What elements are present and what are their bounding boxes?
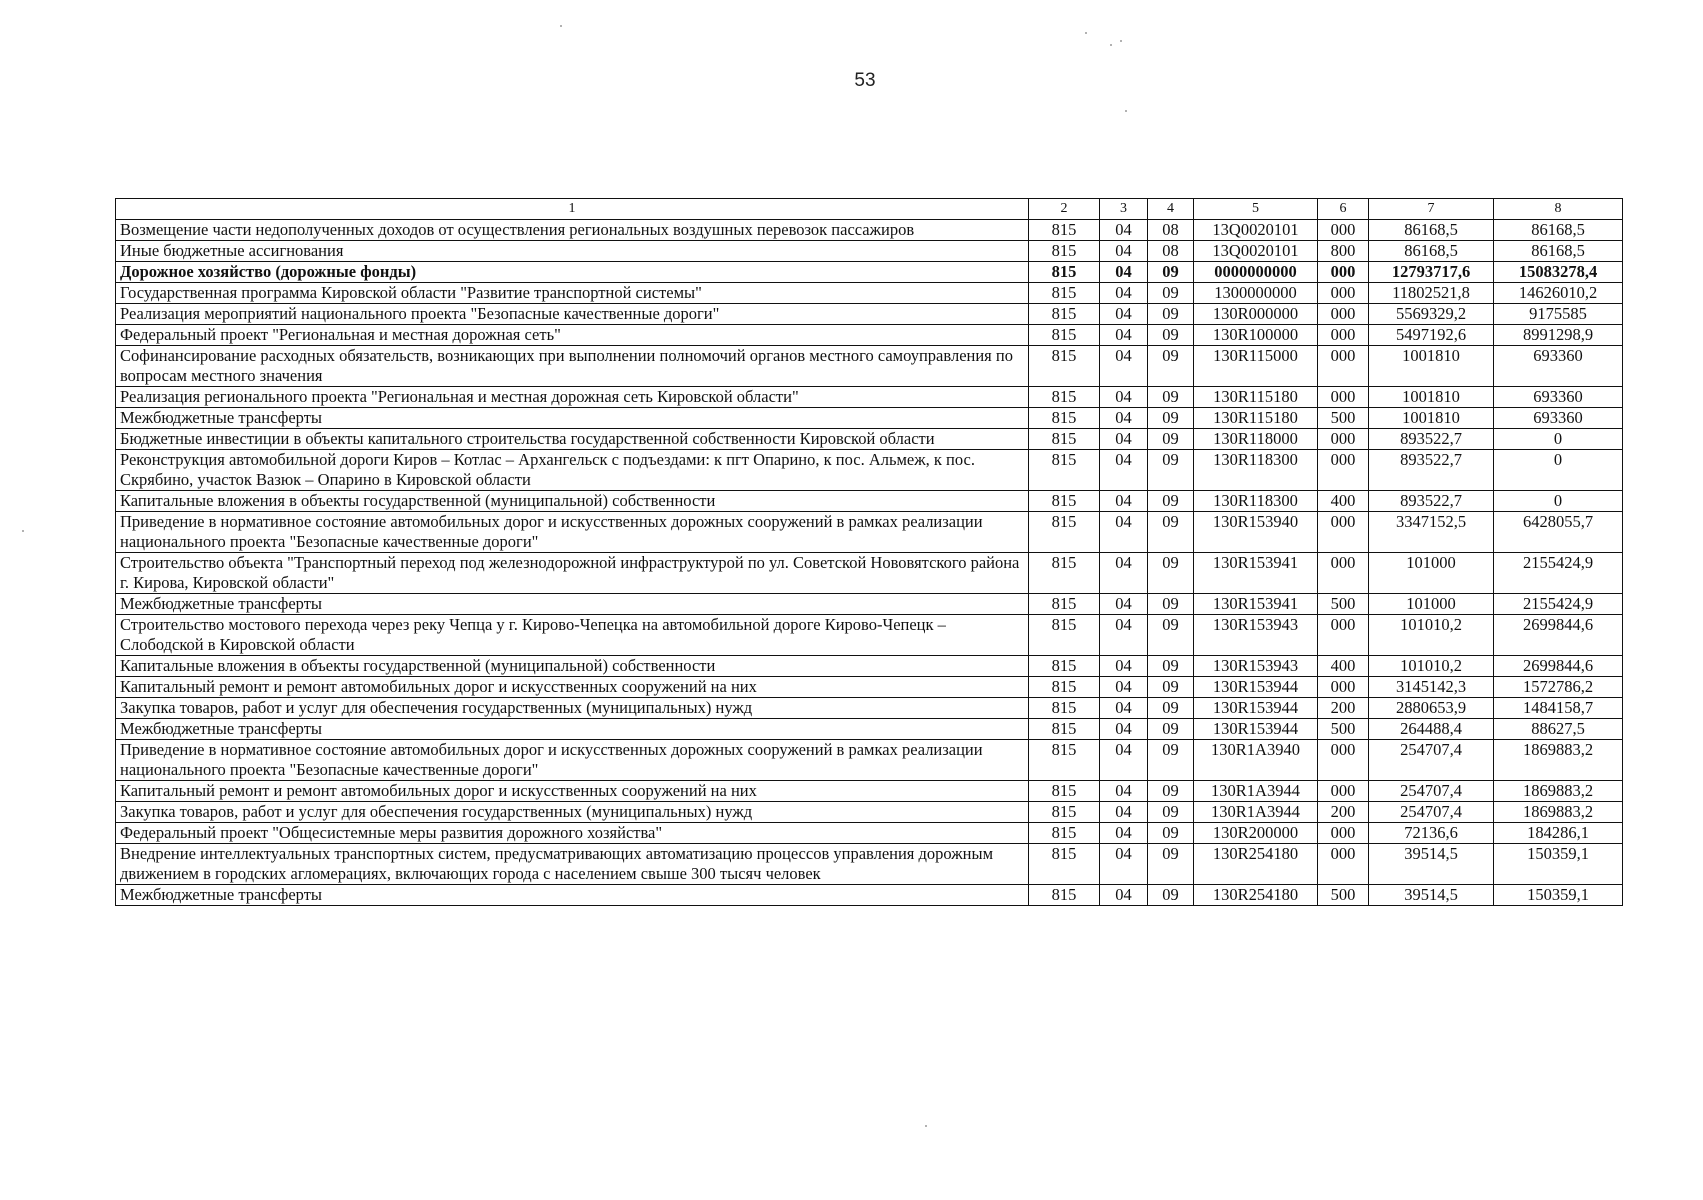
expense-type-code-cell: 000 — [1318, 220, 1369, 241]
section-code-cell: 04 — [1100, 698, 1148, 719]
subsection-code-cell: 09 — [1148, 656, 1194, 677]
amount-year-2-cell: 693360 — [1494, 408, 1623, 429]
expense-name-cell: Реализация мероприятий национального проекта "Безопасные качественные дороги" — [116, 304, 1029, 325]
table-row — [116, 220, 1623, 241]
amount-year-2-cell: 184286,1 — [1494, 823, 1623, 844]
table-row — [116, 512, 1623, 553]
table-row — [116, 740, 1623, 781]
amount-year-2-cell: 693360 — [1494, 387, 1623, 408]
table-row — [116, 325, 1623, 346]
expense-type-code-cell: 000 — [1318, 615, 1369, 656]
table-row — [116, 553, 1623, 594]
subsection-code-cell: 09 — [1148, 262, 1194, 283]
target-article-code-cell: 130R153941 — [1194, 553, 1318, 594]
column-header: 8 — [1494, 199, 1623, 220]
amount-year-1-cell: 893522,7 — [1369, 450, 1494, 491]
table-row — [116, 304, 1623, 325]
amount-year-2-cell: 9175585 — [1494, 304, 1623, 325]
amount-year-2-cell: 693360 — [1494, 346, 1623, 387]
table-row — [116, 656, 1623, 677]
scan-speck — [925, 1125, 927, 1127]
expense-name-cell: Капитальные вложения в объекты государственной (муниципальной) собственности — [116, 656, 1029, 677]
ministry-code-cell: 815 — [1029, 304, 1100, 325]
amount-year-2-cell: 0 — [1494, 491, 1623, 512]
section-code-cell: 04 — [1100, 450, 1148, 491]
scan-speck — [1120, 40, 1122, 42]
amount-year-1-cell: 1001810 — [1369, 408, 1494, 429]
section-code-cell: 04 — [1100, 429, 1148, 450]
amount-year-1-cell: 86168,5 — [1369, 241, 1494, 262]
target-article-code-cell: 130R153944 — [1194, 698, 1318, 719]
section-code-cell: 04 — [1100, 740, 1148, 781]
expense-name-cell: Реконструкция автомобильной дороги Киров – Котлас – Архангельск с подъездами: к пгт Опарино, к пос. Альмеж, к пос. Скрябино, участок Вазюк – Опарино в Кировской области — [116, 450, 1029, 491]
expense-name-cell: Капитальный ремонт и ремонт автомобильных дорог и искусственных сооружений на них — [116, 677, 1029, 698]
amount-year-2-cell: 0 — [1494, 429, 1623, 450]
amount-year-1-cell: 254707,4 — [1369, 781, 1494, 802]
target-article-code-cell: 130R153940 — [1194, 512, 1318, 553]
target-article-code-cell: 13Q0020101 — [1194, 241, 1318, 262]
amount-year-1-cell: 101010,2 — [1369, 615, 1494, 656]
column-number-row — [116, 199, 1623, 220]
ministry-code-cell: 815 — [1029, 719, 1100, 740]
section-code-cell: 04 — [1100, 262, 1148, 283]
expense-name-cell: Возмещение части недополученных доходов от осуществления региональных воздушных перевозок пассажиров — [116, 220, 1029, 241]
amount-year-2-cell: 0 — [1494, 450, 1623, 491]
subsection-code-cell: 09 — [1148, 429, 1194, 450]
amount-year-1-cell: 39514,5 — [1369, 885, 1494, 906]
section-code-cell: 04 — [1100, 220, 1148, 241]
amount-year-2-cell: 1869883,2 — [1494, 781, 1623, 802]
subsection-code-cell: 08 — [1148, 220, 1194, 241]
ministry-code-cell: 815 — [1029, 677, 1100, 698]
amount-year-1-cell: 5497192,6 — [1369, 325, 1494, 346]
subsection-code-cell: 09 — [1148, 740, 1194, 781]
expense-name-cell: Закупка товаров, работ и услуг для обеспечения государственных (муниципальных) нужд — [116, 698, 1029, 719]
ministry-code-cell: 815 — [1029, 615, 1100, 656]
section-code-cell: 04 — [1100, 823, 1148, 844]
amount-year-1-cell: 11802521,8 — [1369, 283, 1494, 304]
section-code-cell: 04 — [1100, 719, 1148, 740]
expense-type-code-cell: 000 — [1318, 429, 1369, 450]
amount-year-2-cell: 1484158,7 — [1494, 698, 1623, 719]
expense-name-cell: Приведение в нормативное состояние автомобильных дорог и искусственных дорожных сооружений в рамках реализации национального проекта "Безопасные качественные дороги" — [116, 512, 1029, 553]
target-article-code-cell: 130R254180 — [1194, 885, 1318, 906]
subsection-code-cell: 09 — [1148, 781, 1194, 802]
target-article-code-cell: 130R254180 — [1194, 844, 1318, 885]
amount-year-1-cell: 254707,4 — [1369, 802, 1494, 823]
amount-year-2-cell: 1869883,2 — [1494, 802, 1623, 823]
table-row — [116, 615, 1623, 656]
section-code-cell: 04 — [1100, 283, 1148, 304]
expense-name-cell: Межбюджетные трансферты — [116, 719, 1029, 740]
subsection-code-cell: 09 — [1148, 615, 1194, 656]
subsection-code-cell: 09 — [1148, 885, 1194, 906]
subsection-code-cell: 09 — [1148, 823, 1194, 844]
section-code-cell: 04 — [1100, 512, 1148, 553]
section-code-cell: 04 — [1100, 885, 1148, 906]
section-code-cell: 04 — [1100, 553, 1148, 594]
section-code-cell: 04 — [1100, 802, 1148, 823]
subsection-code-cell: 09 — [1148, 408, 1194, 429]
table-row — [116, 802, 1623, 823]
expense-type-code-cell: 400 — [1318, 491, 1369, 512]
target-article-code-cell: 130R118300 — [1194, 491, 1318, 512]
ministry-code-cell: 815 — [1029, 885, 1100, 906]
expense-type-code-cell: 200 — [1318, 802, 1369, 823]
column-header: 2 — [1029, 199, 1100, 220]
target-article-code-cell: 130R118300 — [1194, 450, 1318, 491]
section-code-cell: 04 — [1100, 677, 1148, 698]
ministry-code-cell: 815 — [1029, 387, 1100, 408]
subsection-code-cell: 09 — [1148, 844, 1194, 885]
section-code-cell: 04 — [1100, 491, 1148, 512]
section-code-cell: 04 — [1100, 346, 1148, 387]
expense-type-code-cell: 500 — [1318, 719, 1369, 740]
amount-year-2-cell: 150359,1 — [1494, 844, 1623, 885]
subsection-code-cell: 09 — [1148, 553, 1194, 594]
target-article-code-cell: 130R153943 — [1194, 656, 1318, 677]
section-code-cell: 04 — [1100, 325, 1148, 346]
expense-name-cell: Приведение в нормативное состояние автомобильных дорог и искусственных дорожных сооружений в рамках реализации национального проекта "Безопасные качественные дороги" — [116, 740, 1029, 781]
ministry-code-cell: 815 — [1029, 429, 1100, 450]
column-header: 6 — [1318, 199, 1369, 220]
subsection-code-cell: 09 — [1148, 304, 1194, 325]
section-code-cell: 04 — [1100, 241, 1148, 262]
amount-year-1-cell: 1001810 — [1369, 346, 1494, 387]
expense-type-code-cell: 000 — [1318, 823, 1369, 844]
subsection-code-cell: 09 — [1148, 698, 1194, 719]
ministry-code-cell: 815 — [1029, 241, 1100, 262]
column-header: 5 — [1194, 199, 1318, 220]
expense-name-cell: Капитальный ремонт и ремонт автомобильных дорог и искусственных сооружений на них — [116, 781, 1029, 802]
target-article-code-cell: 130R153944 — [1194, 719, 1318, 740]
ministry-code-cell: 815 — [1029, 346, 1100, 387]
expense-type-code-cell: 000 — [1318, 325, 1369, 346]
ministry-code-cell: 815 — [1029, 823, 1100, 844]
expense-name-cell: Бюджетные инвестиции в объекты капитального строительства государственной собственности Кировской области — [116, 429, 1029, 450]
amount-year-2-cell: 6428055,7 — [1494, 512, 1623, 553]
expense-name-cell: Федеральный проект "Региональная и местная дорожная сеть" — [116, 325, 1029, 346]
ministry-code-cell: 815 — [1029, 844, 1100, 885]
target-article-code-cell: 130R115180 — [1194, 387, 1318, 408]
subsection-code-cell: 09 — [1148, 450, 1194, 491]
section-code-cell: 04 — [1100, 387, 1148, 408]
expense-type-code-cell: 500 — [1318, 594, 1369, 615]
section-code-cell: 04 — [1100, 594, 1148, 615]
table-row — [116, 719, 1623, 740]
target-article-code-cell: 130R000000 — [1194, 304, 1318, 325]
expense-name-cell: Межбюджетные трансферты — [116, 408, 1029, 429]
expense-name-cell: Государственная программа Кировской области "Развитие транспортной системы" — [116, 283, 1029, 304]
target-article-code-cell: 130R115000 — [1194, 346, 1318, 387]
expense-type-code-cell: 000 — [1318, 346, 1369, 387]
expense-type-code-cell: 800 — [1318, 241, 1369, 262]
amount-year-1-cell: 893522,7 — [1369, 429, 1494, 450]
amount-year-2-cell: 14626010,2 — [1494, 283, 1623, 304]
amount-year-1-cell: 72136,6 — [1369, 823, 1494, 844]
target-article-code-cell: 130R118000 — [1194, 429, 1318, 450]
expense-type-code-cell: 000 — [1318, 740, 1369, 781]
table-row — [116, 677, 1623, 698]
table-row — [116, 823, 1623, 844]
target-article-code-cell: 130R153941 — [1194, 594, 1318, 615]
expense-type-code-cell: 000 — [1318, 450, 1369, 491]
expense-name-cell: Капитальные вложения в объекты государственной (муниципальной) собственности — [116, 491, 1029, 512]
amount-year-2-cell: 86168,5 — [1494, 220, 1623, 241]
expense-name-cell: Федеральный проект "Общесистемные меры развития дорожного хозяйства" — [116, 823, 1029, 844]
amount-year-2-cell: 1572786,2 — [1494, 677, 1623, 698]
expense-type-code-cell: 500 — [1318, 885, 1369, 906]
page-number: 53 — [854, 70, 876, 91]
column-header: 1 — [116, 199, 1029, 220]
expense-name-cell: Реализация регионального проекта "Региональная и местная дорожная сеть Кировской области" — [116, 387, 1029, 408]
amount-year-2-cell: 2699844,6 — [1494, 656, 1623, 677]
ministry-code-cell: 815 — [1029, 283, 1100, 304]
target-article-code-cell: 130R1A3944 — [1194, 802, 1318, 823]
ministry-code-cell: 815 — [1029, 594, 1100, 615]
subsection-code-cell: 09 — [1148, 802, 1194, 823]
amount-year-2-cell: 8991298,9 — [1494, 325, 1623, 346]
budget-table — [115, 198, 1623, 906]
amount-year-1-cell: 264488,4 — [1369, 719, 1494, 740]
column-header: 3 — [1100, 199, 1148, 220]
ministry-code-cell: 815 — [1029, 802, 1100, 823]
subsection-code-cell: 09 — [1148, 594, 1194, 615]
target-article-code-cell: 130R115180 — [1194, 408, 1318, 429]
ministry-code-cell: 815 — [1029, 698, 1100, 719]
amount-year-2-cell: 2155424,9 — [1494, 553, 1623, 594]
target-article-code-cell: 0000000000 — [1194, 262, 1318, 283]
ministry-code-cell: 815 — [1029, 491, 1100, 512]
amount-year-1-cell: 12793717,6 — [1369, 262, 1494, 283]
amount-year-1-cell: 5569329,2 — [1369, 304, 1494, 325]
table-row — [116, 698, 1623, 719]
section-code-cell: 04 — [1100, 656, 1148, 677]
subsection-code-cell: 09 — [1148, 677, 1194, 698]
amount-year-1-cell: 254707,4 — [1369, 740, 1494, 781]
amount-year-2-cell: 1869883,2 — [1494, 740, 1623, 781]
ministry-code-cell: 815 — [1029, 512, 1100, 553]
ministry-code-cell: 815 — [1029, 656, 1100, 677]
expense-type-code-cell: 000 — [1318, 262, 1369, 283]
amount-year-1-cell: 101000 — [1369, 594, 1494, 615]
target-article-code-cell: 130R1A3940 — [1194, 740, 1318, 781]
ministry-code-cell: 815 — [1029, 740, 1100, 781]
ministry-code-cell: 815 — [1029, 781, 1100, 802]
section-code-cell: 04 — [1100, 781, 1148, 802]
table-row — [116, 262, 1623, 283]
expense-type-code-cell: 000 — [1318, 677, 1369, 698]
ministry-code-cell: 815 — [1029, 220, 1100, 241]
expense-name-cell: Внедрение интеллектуальных транспортных систем, предусматривающих автоматизацию процессов управления дорожным движением в городских агломерациях, включающих города с населением свыше 300 тысяч человек — [116, 844, 1029, 885]
table-row — [116, 885, 1623, 906]
table-row — [116, 844, 1623, 885]
expense-type-code-cell: 000 — [1318, 512, 1369, 553]
target-article-code-cell: 13Q0020101 — [1194, 220, 1318, 241]
amount-year-1-cell: 86168,5 — [1369, 220, 1494, 241]
amount-year-1-cell: 3145142,3 — [1369, 677, 1494, 698]
amount-year-1-cell: 893522,7 — [1369, 491, 1494, 512]
expense-type-code-cell: 200 — [1318, 698, 1369, 719]
subsection-code-cell: 09 — [1148, 283, 1194, 304]
table-body — [116, 220, 1623, 906]
amount-year-2-cell: 2699844,6 — [1494, 615, 1623, 656]
column-header: 7 — [1369, 199, 1494, 220]
expense-type-code-cell: 500 — [1318, 408, 1369, 429]
table-row — [116, 346, 1623, 387]
expense-type-code-cell: 000 — [1318, 844, 1369, 885]
amount-year-2-cell: 86168,5 — [1494, 241, 1623, 262]
section-code-cell: 04 — [1100, 408, 1148, 429]
amount-year-1-cell: 2880653,9 — [1369, 698, 1494, 719]
subsection-code-cell: 09 — [1148, 512, 1194, 553]
expense-name-cell: Межбюджетные трансферты — [116, 594, 1029, 615]
expense-type-code-cell: 000 — [1318, 781, 1369, 802]
scan-speck — [1125, 110, 1127, 112]
amount-year-2-cell: 15083278,4 — [1494, 262, 1623, 283]
table-row — [116, 781, 1623, 802]
target-article-code-cell: 130R1A3944 — [1194, 781, 1318, 802]
ministry-code-cell: 815 — [1029, 450, 1100, 491]
table-row — [116, 491, 1623, 512]
amount-year-1-cell: 1001810 — [1369, 387, 1494, 408]
target-article-code-cell: 1300000000 — [1194, 283, 1318, 304]
target-article-code-cell: 130R200000 — [1194, 823, 1318, 844]
subsection-code-cell: 08 — [1148, 241, 1194, 262]
table-row — [116, 594, 1623, 615]
subsection-code-cell: 09 — [1148, 719, 1194, 740]
table-row — [116, 283, 1623, 304]
subsection-code-cell: 09 — [1148, 491, 1194, 512]
expense-type-code-cell: 000 — [1318, 553, 1369, 594]
expense-type-code-cell: 000 — [1318, 283, 1369, 304]
scan-speck — [22, 530, 24, 532]
table-row — [116, 241, 1623, 262]
expense-name-cell: Дорожное хозяйство (дорожные фонды) — [116, 262, 1029, 283]
expense-name-cell: Закупка товаров, работ и услуг для обеспечения государственных (муниципальных) нужд — [116, 802, 1029, 823]
table-row — [116, 408, 1623, 429]
target-article-code-cell: 130R100000 — [1194, 325, 1318, 346]
amount-year-1-cell: 101000 — [1369, 553, 1494, 594]
section-code-cell: 04 — [1100, 615, 1148, 656]
amount-year-2-cell: 88627,5 — [1494, 719, 1623, 740]
ministry-code-cell: 815 — [1029, 553, 1100, 594]
scan-speck — [1110, 44, 1112, 46]
scan-speck — [1085, 32, 1087, 34]
expense-type-code-cell: 000 — [1318, 387, 1369, 408]
ministry-code-cell: 815 — [1029, 325, 1100, 346]
subsection-code-cell: 09 — [1148, 387, 1194, 408]
amount-year-2-cell: 150359,1 — [1494, 885, 1623, 906]
expense-name-cell: Строительство объекта "Транспортный переход под железнодорожной инфраструктурой по ул. Советской Нововятского района г. Кирова, Кировской области" — [116, 553, 1029, 594]
target-article-code-cell: 130R153943 — [1194, 615, 1318, 656]
expense-name-cell: Строительство мостового перехода через реку Чепца у г. Кирово-Чепецка на автомобильной дороге Кирово-Чепецк – Слободской в Кировской области — [116, 615, 1029, 656]
target-article-code-cell: 130R153944 — [1194, 677, 1318, 698]
amount-year-1-cell: 39514,5 — [1369, 844, 1494, 885]
subsection-code-cell: 09 — [1148, 325, 1194, 346]
section-code-cell: 04 — [1100, 304, 1148, 325]
expense-name-cell: Софинансирование расходных обязательств, возникающих при выполнении полномочий органов местного самоуправления по вопросам местного значения — [116, 346, 1029, 387]
expense-name-cell: Иные бюджетные ассигнования — [116, 241, 1029, 262]
amount-year-1-cell: 3347152,5 — [1369, 512, 1494, 553]
table-row — [116, 450, 1623, 491]
ministry-code-cell: 815 — [1029, 408, 1100, 429]
table-row — [116, 429, 1623, 450]
subsection-code-cell: 09 — [1148, 346, 1194, 387]
expense-name-cell: Межбюджетные трансферты — [116, 885, 1029, 906]
amount-year-2-cell: 2155424,9 — [1494, 594, 1623, 615]
table-row — [116, 387, 1623, 408]
section-code-cell: 04 — [1100, 844, 1148, 885]
column-header: 4 — [1148, 199, 1194, 220]
expense-type-code-cell: 400 — [1318, 656, 1369, 677]
expense-type-code-cell: 000 — [1318, 304, 1369, 325]
amount-year-1-cell: 101010,2 — [1369, 656, 1494, 677]
ministry-code-cell: 815 — [1029, 262, 1100, 283]
scan-speck — [560, 25, 562, 27]
